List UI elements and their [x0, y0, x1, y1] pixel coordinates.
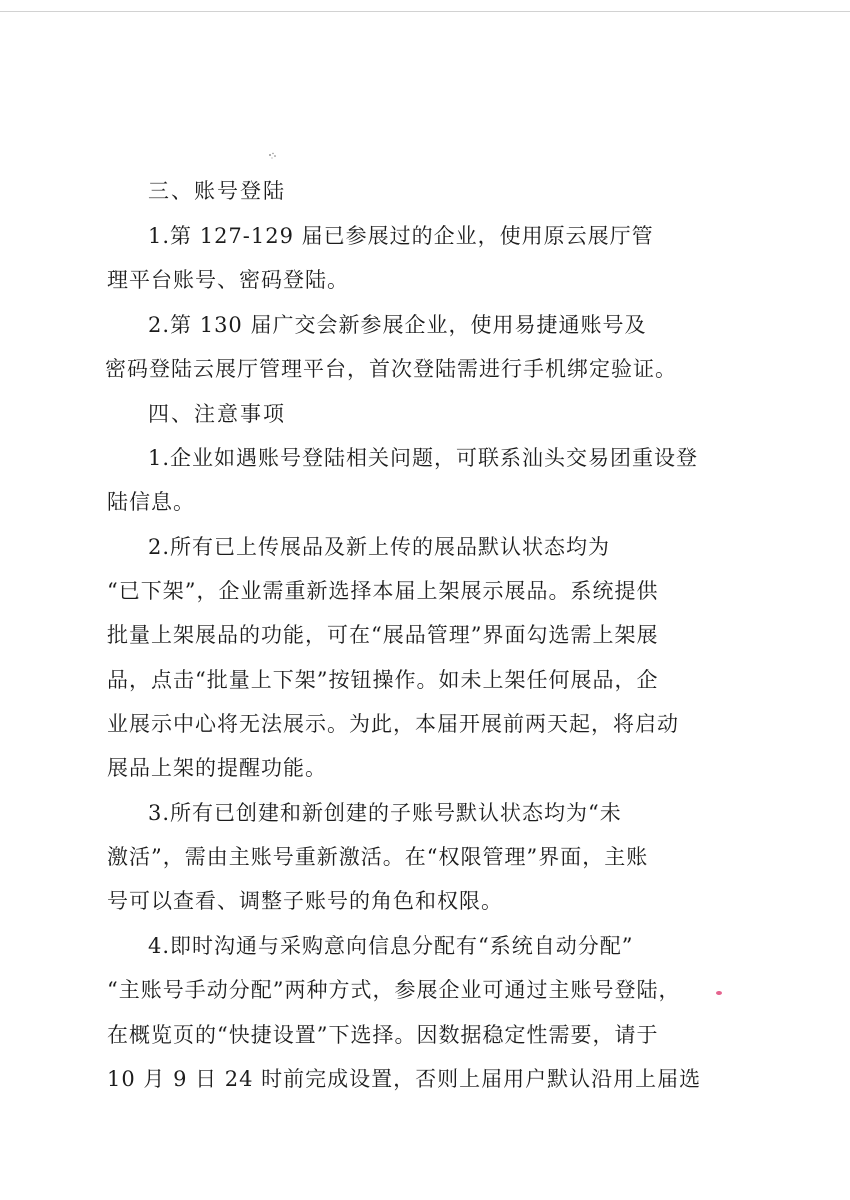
- s3-item-2-line-2: 密码登陆云展厅管理平台，首次登陆需进行手机绑定验证。: [105, 357, 677, 381]
- s4-item-1-line-1: 1.企业如遇账号登陆相关问题，可联系汕头交易团重设登: [148, 446, 699, 470]
- s4-item-2-line-1: 2.所有已上传展品及新上传的展品默认状态均为: [148, 535, 611, 559]
- s3-item-2-line-1: 2.第 130 届广交会新参展企业，使用易捷通账号及: [148, 313, 647, 337]
- s3-item-1-line-1: 1.第 127-129 届已参展过的企业，使用原云展厅管: [148, 224, 654, 248]
- section-4-heading: 四、注意事项: [148, 402, 286, 426]
- s4-item-2-line-3: 批量上架展品的功能，可在“展品管理”界面勾选需上架展: [107, 623, 659, 647]
- s4-item-2-line-6: 展品上架的提醒功能。: [107, 756, 327, 780]
- s4-item-3-line-3: 号可以查看、调整子账号的角色和权限。: [107, 889, 503, 913]
- s4-item-4-line-2: “主账号手动分配”两种方式，参展企业可通过主账号登陆，: [107, 978, 681, 1002]
- s4-item-4-line-1: 4.即时沟通与采购意向信息分配有“系统自动分配”: [148, 934, 634, 958]
- s4-item-2-line-2: “已下架”，企业需重新选择本届上架展示展品。系统提供: [107, 579, 659, 603]
- s4-item-3-line-1: 3.所有已创建和新创建的子账号默认状态均为“未: [148, 801, 622, 825]
- s4-item-2-line-5: 业展示中心将无法展示。为此，本届开展前两天起，将启动: [107, 712, 679, 736]
- s4-item-1-line-2: 陆信息。: [107, 490, 195, 514]
- s4-item-4-line-3: 在概览页的“快捷设置”下选择。因数据稳定性需要，请于: [107, 1023, 659, 1047]
- ink-mark: [716, 991, 722, 995]
- section-3-heading: 三、账号登陆: [148, 179, 286, 203]
- s3-item-1-line-2: 理平台账号、密码登陆。: [107, 268, 349, 292]
- s4-item-2-line-4: 品，点击“批量上下架”按钮操作。如未上架任何展品，企: [107, 668, 659, 692]
- s4-item-4-line-4: 10 月 9 日 24 时前完成设置，否则上届用户默认沿用上届选: [107, 1067, 702, 1091]
- s4-item-3-line-2: 激活”，需由主账号重新激活。在“权限管理”界面，主账: [107, 845, 649, 869]
